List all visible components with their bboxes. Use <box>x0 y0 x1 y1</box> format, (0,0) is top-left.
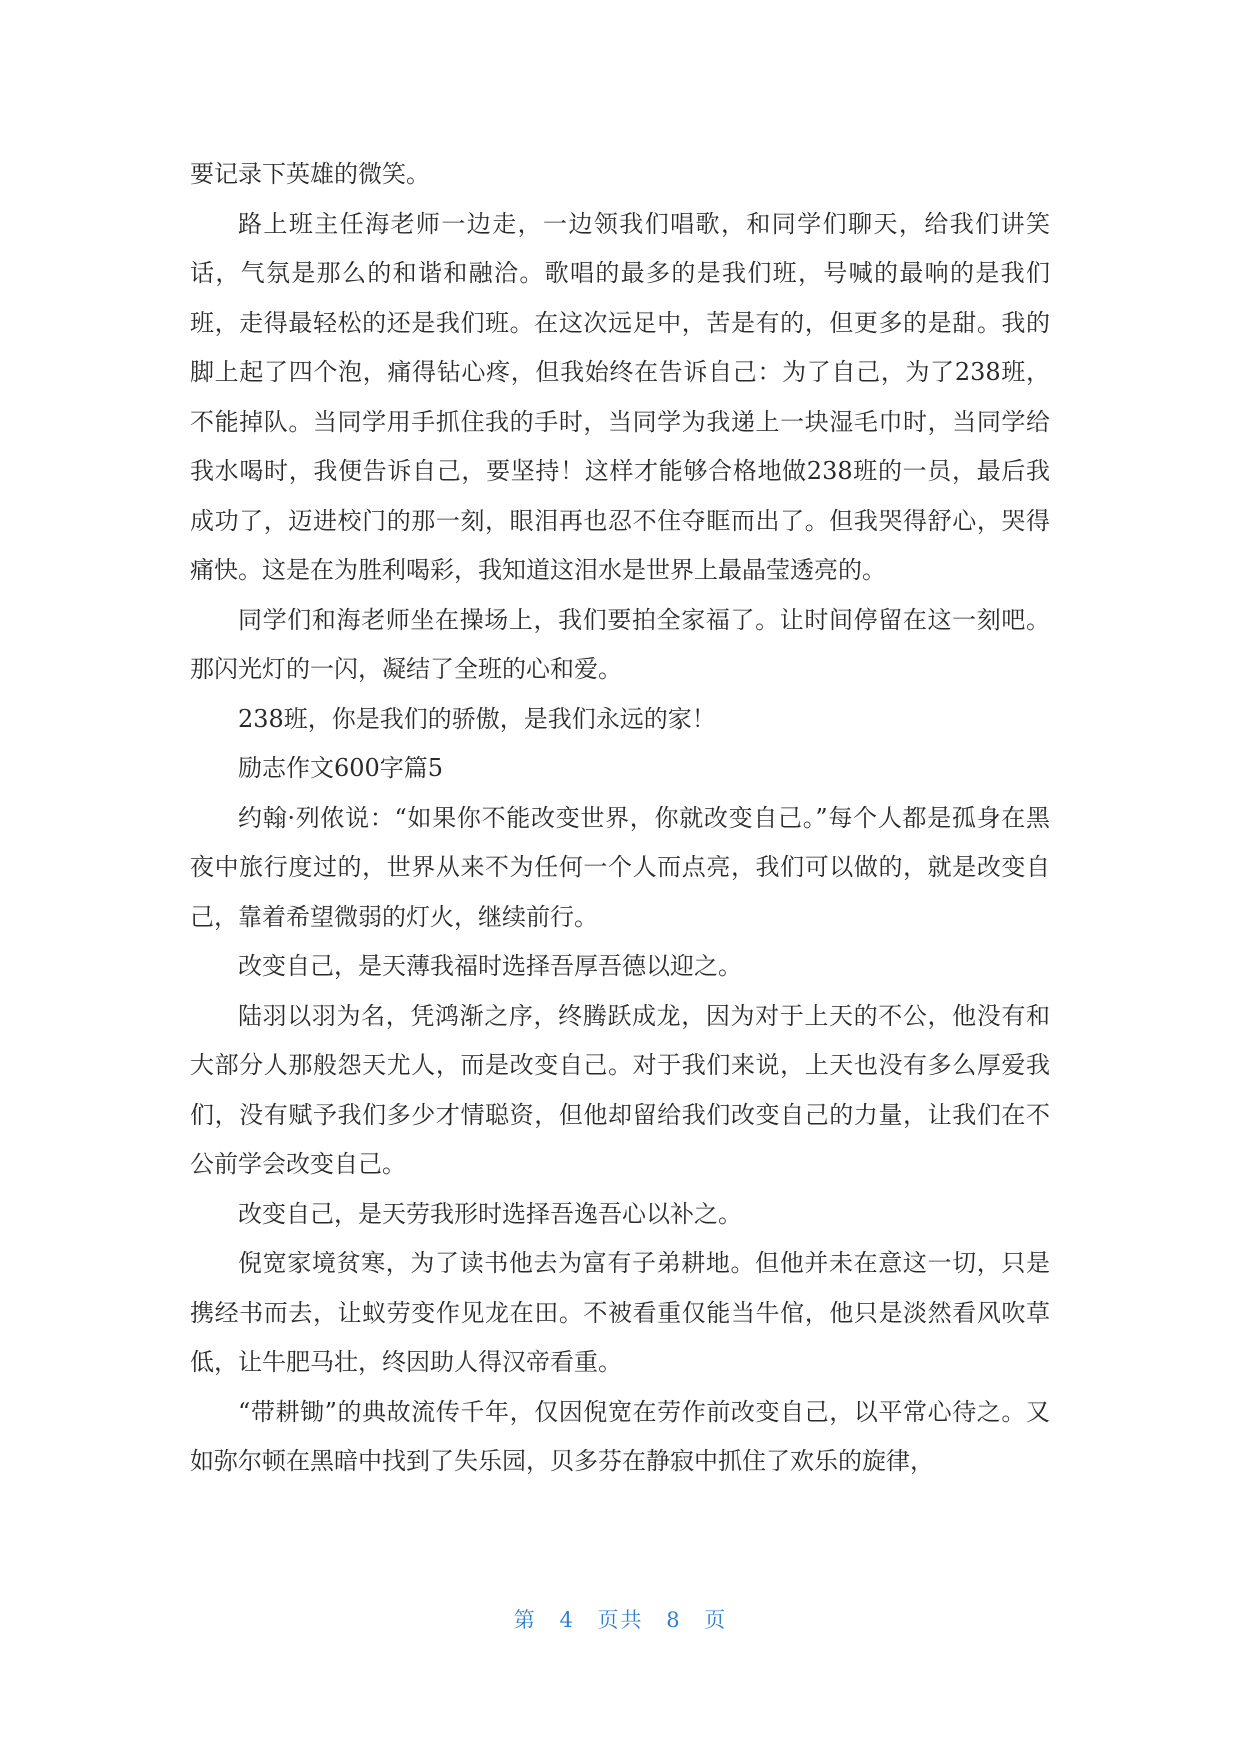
paragraph: 改变自己，是天劳我形时选择吾逸吾心以补之。 <box>238 1199 742 1228</box>
page-label-mid: 页共 <box>597 1608 644 1632</box>
paragraph: 倪宽家境贫寒，为了读书他去为富有子弟耕地。但他并未在意这一切，只是携经书而去，让蚁劳变作见龙在田。不被看重仅能当牛倌，他只是淡然看风吹草低，让牛肥马壮，终因助人得汉帝看重。 <box>190 1249 1050 1376</box>
paragraph: 约翰·列侬说：“如果你不能改变世界，你就改变自己。”每个人都是孤身在黑夜中旅行度过的，世界从来不为任何一个人而点亮，我们可以做的，就是改变自己，靠着希望微弱的灯火，继续前行。 <box>190 803 1050 931</box>
page-footer <box>0 1604 1241 1634</box>
paragraph: 要记录下英雄的微笑。 <box>190 160 430 188</box>
total-pages-number: 8 <box>666 1608 682 1632</box>
current-page-number: 4 <box>559 1608 575 1632</box>
paragraph: 陆羽以羽为名，凭鸿渐之序，终腾跃成龙，因为对于上天的不公，他没有和大部分人那般怨天尤人，而是改变自己。对于我们来说，上天也没有多么厚爱我们，没有赋予我们多少才情聪资，但他却留给我们改变自己的力量，让我们在不公前学会改变自己。 <box>190 1001 1050 1178</box>
paragraph: 路上班主任海老师一边走，一边领我们唱歌，和同学们聊天，给我们讲笑话，气氛是那么的和谐和融洽。歌唱的最多的是我们班，号喊的最响的是我们班，走得最轻松的还是我们班。在这次远足中，苦是有的，但更多的是甜。我的脚上起了四个泡，痛得钻心疼，但我始终在告诉自己：为了自己，为了238班，不能掉队。当同学用手抓住我的手时，当同学为我递上一块湿毛巾时，当同学给我水喝时，我便告诉自己，要坚持！这样才能够合格地做238班的一员，最后我成功了，迈进校门的那一刻，眼泪再也忍不住夺眶而出了。但我哭得舒心，哭得痛快。这是在为胜利喝彩，我知道这泪水是世界上最晶莹透亮的。 <box>190 209 1050 584</box>
section-heading: 励志作文600字篇5 <box>238 754 444 782</box>
page-label-suffix: 页 <box>704 1608 728 1632</box>
paragraph: 同学们和海老师坐在操场上，我们要拍全家福了。让时间停留在这一刻吧。那闪光灯的一闪，凝结了全班的心和爱。 <box>190 605 1050 683</box>
paragraph: 238班，你是我们的骄傲，是我们永远的家！ <box>238 704 716 733</box>
page-label-prefix: 第 <box>513 1608 537 1632</box>
document-body <box>190 150 1050 1487</box>
paragraph: 改变自己，是天薄我福时选择吾厚吾德以迎之。 <box>238 952 742 980</box>
paragraph: “带耕锄”的典故流传千年，仅因倪宽在劳作前改变自己，以平常心待之。又如弥尔顿在黑暗中找到了失乐园，贝多芬在静寂中抓住了欢乐的旋律， <box>190 1397 1050 1475</box>
